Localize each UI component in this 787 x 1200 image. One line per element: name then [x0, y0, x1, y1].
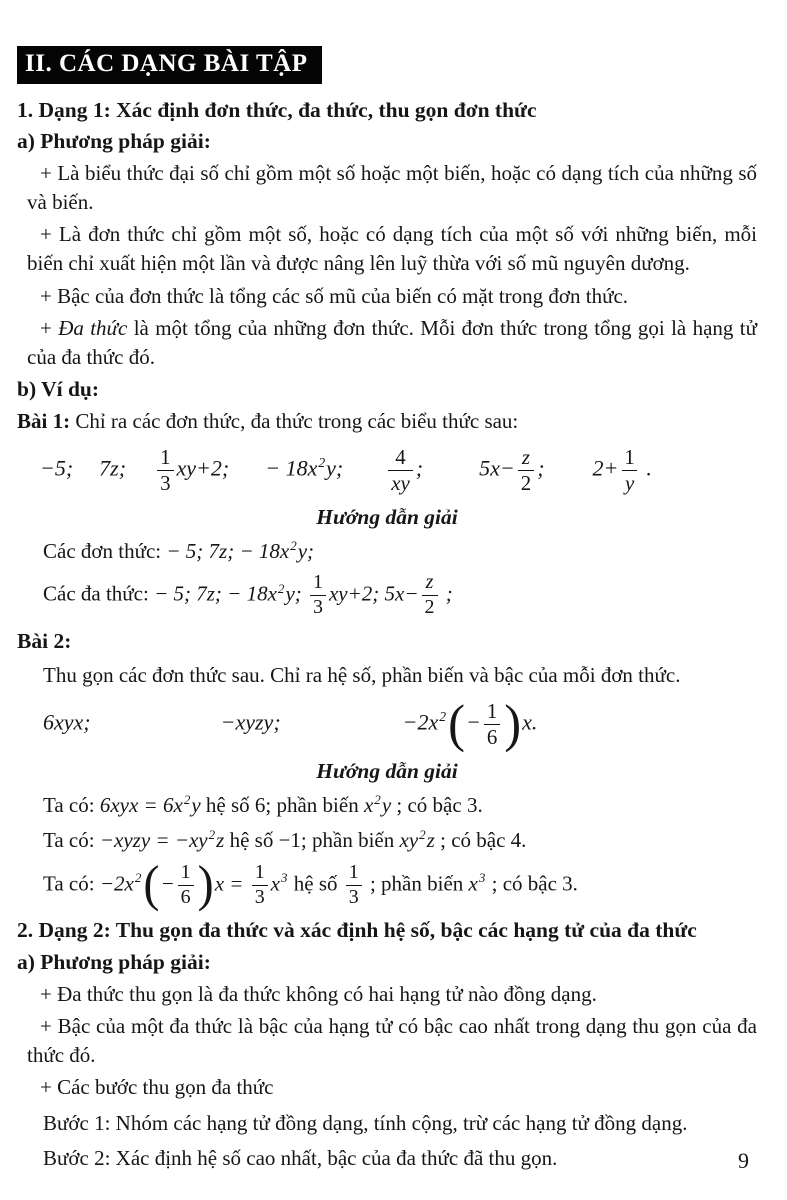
dang2-heading: 2. Dạng 2: Thu gọn đa thức và xác định hệ số, bậc các hạng tử của đa thức: [17, 917, 697, 942]
bai1-monomials-line: Các đơn thức: − 5; 7z; − $18x^2y$;: [43, 537, 315, 563]
fraction: $\frac{1}{3}$: [157, 446, 173, 495]
fraction: $\frac{z}{2}$: [518, 446, 534, 495]
dang2-method-heading: a) Phương pháp giải:: [17, 949, 211, 974]
bai1-polynomials-line: Các đa thức: − 5; 7z; − $18x^2y$; $\frac{1}{3}$ xy+2; 5x− $\frac{z}{2}$ ;: [43, 571, 453, 619]
dang1-bullet-monomial: + Là đơn thức chỉ gồm một số, hoặc có dạng tích của một số với những biến, mỗi biến chỉ xuất hiện một lần và được nâng lên luỹ thừa với số mũ nguyên dương.: [27, 222, 757, 276]
bai1-label: Bài 1:: [17, 409, 71, 434]
bai2-solution-line-2: Ta có: −xyzy = $-xy^2z$ hệ số −1; phần biến $xy^2z$ ; có bậc 4.: [43, 827, 527, 853]
bai2-expressions: 6xyx; −xyzy; $-2x^2(-$ $\frac{1}{6}$ )x.: [43, 693, 538, 753]
bai2-label: Bài 2:: [17, 629, 72, 654]
dang2-step-2: Bước 2: Xác định hệ số cao nhất, bậc của đa thức đã thu gọn.: [43, 1146, 558, 1171]
bullet-prefix: +: [40, 316, 59, 341]
fraction: $\frac{z}{2}$: [422, 572, 438, 619]
page-number: 9: [738, 1148, 749, 1173]
fraction: $\frac{1}{y}$: [621, 446, 637, 495]
bai1-expressions: −5; 7z; $\frac{1}{3}$ xy+2; − $18x^2y$; $\frac{4}{xy}$ ; 5x− $\frac{z}{2}$ ; 2+ $\frac{1}{y}$ .: [40, 444, 652, 495]
bai2-solution-heading: Hướng dẫn giải: [316, 758, 458, 783]
fraction: $\frac{1}{3}$: [252, 862, 268, 909]
fraction: $\frac{1}{6}$: [178, 862, 194, 909]
fraction: $\frac{4}{xy}$: [388, 446, 413, 495]
dang2-bullet-steps: + Các bước thu gọn đa thức: [40, 1075, 274, 1100]
dang1-heading: 1. Dạng 1: Xác định đơn thức, đa thức, thu gọn đơn thức: [17, 97, 537, 122]
bai1-prompt: Chỉ ra các đơn thức, đa thức trong các biểu thức sau:: [70, 409, 519, 434]
dang2-bullet-degree: + Bậc của một đa thức là bậc của hạng tử có bậc cao nhất trong dạng thu gọn của đa thức đó.: [27, 1014, 757, 1067]
fraction: $\frac{1}{3}$: [346, 862, 362, 909]
fraction: $\frac{1}{3}$: [310, 572, 326, 619]
dang2-bullet-reduced: + Đa thức thu gọn là đa thức không có hai hạng tử nào đồng dạng.: [40, 981, 597, 1006]
bai2-prompt: Thu gọn các đơn thức sau. Chỉ ra hệ số, phần biến và bậc của mỗi đơn thức.: [43, 663, 681, 688]
section-banner: II. CÁC DẠNG BÀI TẬP: [17, 46, 322, 84]
dang1-method-heading: a) Phương pháp giải:: [17, 129, 211, 154]
dang1-bullet-expression: + Là biểu thức đại số chỉ gồm một số hoặc một biến, hoặc có dạng tích của những số và biến.: [27, 161, 757, 214]
dang2-step-1: Bước 1: Nhóm các hạng tử đồng dạng, tính cộng, trừ các hạng tử đồng dạng.: [43, 1110, 688, 1135]
bai1-prompt-line: [17, 407, 757, 436]
dang1-bullet-polynomial: [17, 314, 757, 371]
dang1-example-heading: b) Ví dụ:: [17, 377, 100, 402]
fraction: $\frac{1}{6}$: [484, 700, 500, 749]
dang1-bullet-degree: + Bậc của đơn thức là tổng các số mũ của biến có mặt trong đơn thức.: [40, 283, 629, 308]
bai1-solution-heading: Hướng dẫn giải: [316, 504, 458, 529]
bai2-solution-line-3: Ta có: $-2x^2(-$ $\frac{1}{6}$ )x = $\frac{1}{3}$ $x^3$ hệ số $\frac{1}{3}$ ; phần biến $x^3$ ; có bậc 3.: [43, 856, 578, 913]
bai2-solution-line-1: Ta có: $6xyx = 6x^2y$ hệ số 6; phần biến $x^2y$ ; có bậc 3.: [43, 791, 483, 817]
bullet-rest: là một tổng của những đơn thức. Mỗi đơn thức trong tổng gọi là hạng tử của đa thức đó.: [27, 316, 757, 369]
polynomial-term: Đa thức: [58, 316, 128, 341]
